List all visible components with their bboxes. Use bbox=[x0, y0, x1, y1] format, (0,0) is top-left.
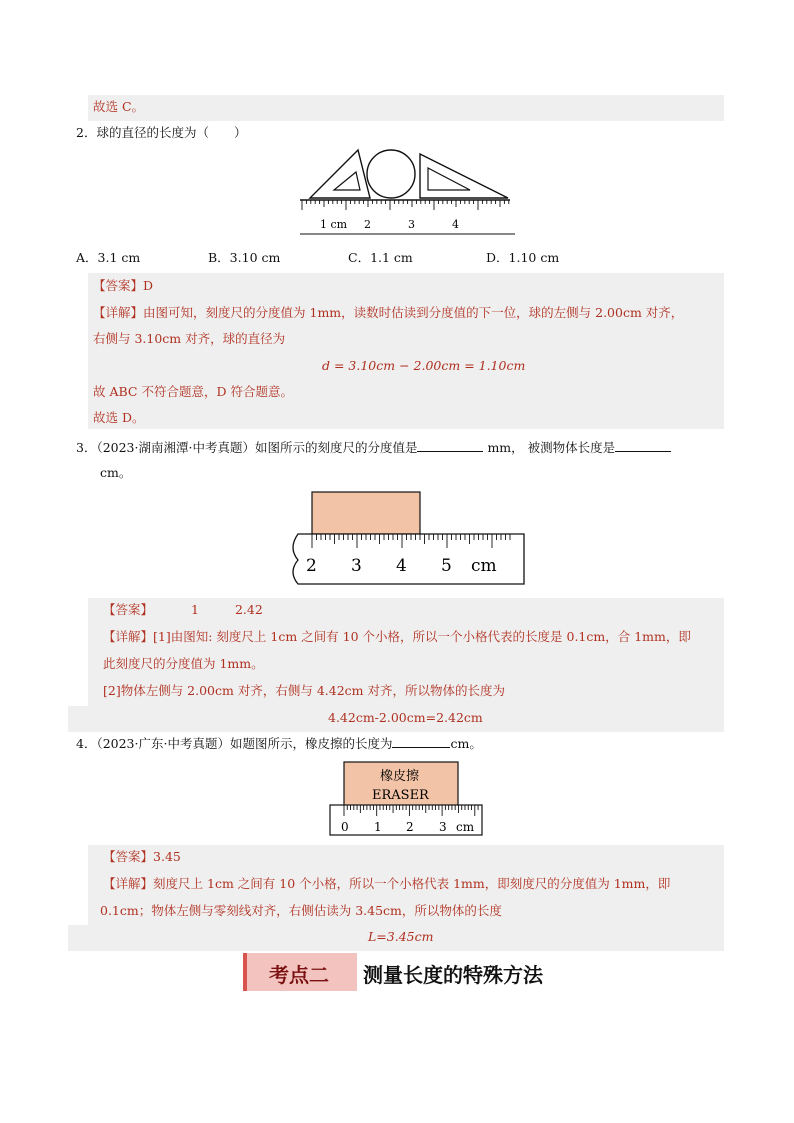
q2-ruler-ticks bbox=[302, 200, 509, 210]
left-triangle bbox=[310, 150, 370, 198]
q4-ruler-label: 3 bbox=[439, 820, 447, 834]
q3-ruler-label: 5 bbox=[441, 556, 452, 576]
section-tag-box bbox=[243, 953, 357, 991]
q3-ruler-label: 4 bbox=[396, 556, 407, 576]
q3-answer: 【答案】 1 2.42 bbox=[103, 602, 263, 617]
q4-ruler-label: cm bbox=[456, 820, 475, 834]
q3-formula: 4.42cm-2.00cm=2.42cm bbox=[328, 710, 483, 725]
right-triangle bbox=[420, 154, 508, 198]
q2-ruler-label: 2 bbox=[364, 218, 371, 231]
q2-conclusion: 故选 D。 bbox=[93, 410, 145, 425]
q3-ruler-label: 3 bbox=[351, 556, 362, 576]
q4-detail: 【详解】刻度尺上 1cm 之间有 10 个小格，所以一个小格代表 1mm，即刻度尺的分度值为 1mm，即 bbox=[103, 876, 671, 891]
q4-figure bbox=[328, 760, 486, 838]
q2-option-b: B．3.10 cm bbox=[208, 250, 281, 265]
section-header bbox=[243, 953, 563, 991]
section-title: 测量长度的特殊方法 bbox=[363, 963, 543, 987]
q3-ruler-label: cm bbox=[471, 556, 497, 576]
ball bbox=[367, 150, 415, 198]
q2-stem: 2．球的直径的长度为（ ） bbox=[76, 125, 247, 140]
q3-detail-line3: [2]物体左侧与 2.00cm 对齐，右侧与 4.42cm 对齐，所以物体的长度为 bbox=[103, 683, 505, 698]
q4-answer: 【答案】3.45 bbox=[103, 849, 181, 864]
q4-ruler-label: 1 bbox=[374, 820, 382, 834]
q2-detail-line2: 右侧与 3.10cm 对齐，球的直径为 bbox=[93, 331, 286, 346]
q2-detail: 【详解】由图可知，刻度尺的分度值为 1mm，读数时估读到分度值的下一位，球的左侧与 2.00cm 对齐， bbox=[93, 305, 684, 320]
q3-detail: 【详解】[1]由图知: 刻度尺上 1cm 之间有 10 个小格，所以一个小格代表的长度是 0.1cm，合 1mm，即 bbox=[103, 629, 691, 644]
q2-option-d: D．1.10 cm bbox=[486, 250, 560, 265]
q2-answer-band bbox=[88, 273, 724, 429]
q2-ruler-label: 1 cm bbox=[320, 218, 348, 231]
q1-conclusion-band bbox=[88, 95, 724, 121]
q4-detail-line2: 0.1cm；物体左侧与零刻线对齐，右侧估读为 3.45cm，所以物体的长度 bbox=[100, 903, 502, 918]
q2-answer: 【答案】D bbox=[93, 278, 154, 293]
q3-figure bbox=[284, 490, 530, 588]
q3-object bbox=[312, 492, 420, 534]
q4-stem: 4．（2023·广东·中考真题）如题图所示，橡皮擦的长度为 cm。 bbox=[76, 736, 482, 751]
section-tag: 考点二 bbox=[269, 963, 329, 987]
q3-detail-line2: 此刻度尺的分度值为 1mm。 bbox=[103, 656, 264, 671]
q2-option-c: C．1.1 cm bbox=[348, 250, 413, 265]
eraser-en-label: ERASER bbox=[372, 788, 429, 803]
q2-figure bbox=[290, 146, 520, 238]
q4-ruler-label: 2 bbox=[406, 820, 414, 834]
q2-option-a: A．3.1 cm bbox=[76, 250, 141, 265]
q2-formula: d = 3.10cm − 2.00cm = 1.10cm bbox=[322, 358, 526, 373]
q2-ruler-label: 4 bbox=[452, 218, 459, 231]
q3-blank-1 bbox=[417, 439, 483, 452]
eraser-cn-label: 橡皮擦 bbox=[380, 769, 420, 784]
q3-blank-2 bbox=[615, 439, 671, 452]
q2-ruler-label: 3 bbox=[408, 218, 415, 231]
q4-blank bbox=[392, 735, 450, 748]
q3-ruler-label: 2 bbox=[306, 556, 317, 576]
q4-formula: L=3.45cm bbox=[368, 929, 434, 944]
q2-line3: 故 ABC 不符合题意，D 符合题意。 bbox=[93, 384, 293, 399]
q1-conclusion: 故选 C。 bbox=[93, 99, 145, 114]
q3-stem: 3．（2023·湖南湘潭·中考真题）如图所示的刻度尺的分度值是 mm， 被测物体长度是 bbox=[76, 439, 671, 456]
q4-ruler-label: 0 bbox=[341, 820, 349, 834]
q3-stem-line2: cm。 bbox=[100, 465, 132, 480]
